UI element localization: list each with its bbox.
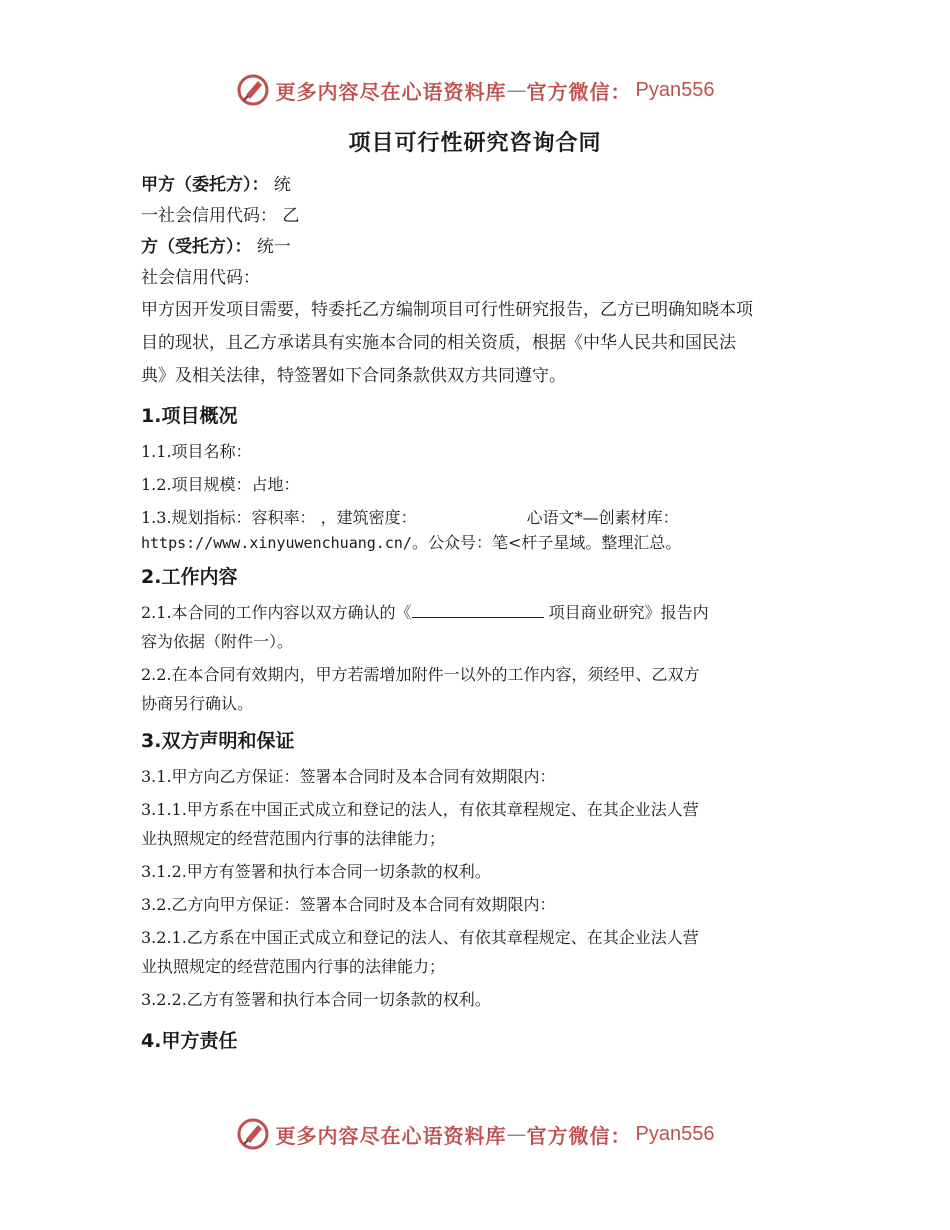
clause-1-3: [141, 503, 821, 532]
document-title: 项目可行性研究咨询合同: [348, 131, 602, 156]
fill-in-blank: [412, 601, 544, 618]
brand-logo-icon: [236, 73, 270, 107]
document-body: [141, 170, 821, 1058]
banner-wechat-label: 官方微信：: [526, 79, 632, 104]
watermark-note: 。公众号：笔<杆子星域。整理汇总。: [411, 533, 682, 552]
party-a-label: 甲方（委托方）：: [141, 175, 269, 195]
clause-2-1: [141, 598, 821, 627]
preamble: [141, 294, 821, 393]
banner-separator: —: [506, 78, 527, 102]
party-a-credit-line: [141, 201, 821, 232]
clause-2-2-line2: 协商另行确认。: [141, 694, 254, 713]
watermark-url: https://www.xinyuwenchuang.cn/: [141, 534, 412, 552]
section-heading-2: 2.工作内容: [141, 566, 238, 588]
party-b-credit-line: 社会信用代码：: [141, 268, 260, 288]
banner-wechat-label: 官方微信：: [526, 1123, 632, 1148]
banner-slogan: 更多内容尽在心语资料库: [275, 1123, 507, 1148]
clause-2-1-text-cont: 项目商业研究》报告内: [543, 603, 709, 622]
clause-1-3-cont: [141, 532, 821, 554]
header-banner: [0, 70, 950, 110]
footer-banner: [0, 1114, 950, 1154]
clause-2-2: 2.2.在本合同有效期内，甲方若需增加附件一以外的工作内容，须经甲、乙双方: [141, 665, 700, 684]
party-b-value: 统一: [256, 237, 291, 257]
preamble-line: 目的现状，且乙方承诺具有实施本合同的相关资质，根据《中华人民共和国民法: [141, 333, 736, 353]
section-heading-3: 3.双方声明和保证: [141, 730, 295, 752]
preamble-line: 典》及相关法律，特签署如下合同条款供双方共同遵守。: [141, 366, 566, 386]
clause-1-1: 1.1.项目名称：: [141, 442, 252, 461]
section-heading-1: 1.项目概况: [141, 405, 238, 427]
party-a-line: [141, 170, 821, 201]
clause-1-2: 1.2.项目规模：占地：: [141, 475, 300, 494]
party-a-value: 统: [273, 175, 291, 195]
party-b-label: 方（受托方）：: [141, 237, 252, 257]
section-heading-4: 4.甲方责任: [141, 1030, 238, 1052]
banner-slogan: 更多内容尽在心语资料库: [275, 79, 507, 104]
clause-3-1-2: 3.1.2.甲方有签署和执行本合同一切条款的权利。: [141, 862, 491, 881]
clause-3-2: 3.2.乙方向甲方保证：签署本合同时及本合同有效期限内：: [141, 895, 556, 914]
watermark-text: 心语文*—创素材库：: [526, 508, 679, 527]
brand-logo-icon: [236, 1117, 270, 1151]
banner-wechat-id: Pyan556: [635, 78, 715, 101]
clause-1-3-text: 1.3.规划指标：容积率： ，建筑密度：: [141, 508, 417, 527]
clause-3-1-1-line2: 业执照规定的经营范围内行事的法律能力；: [141, 829, 446, 848]
clause-3-2-2: 3.2.2.乙方有签署和执行本合同一切条款的权利。: [141, 990, 491, 1009]
banner-separator: —: [506, 1122, 527, 1146]
clause-2-1-line2: 容为依据（附件一）。: [141, 632, 294, 651]
clause-3-1-1: 3.1.1.甲方系在中国正式成立和登记的法人，有依其章程规定、在其企业法人营: [141, 800, 699, 819]
clause-3-1: 3.1.甲方向乙方保证：签署本合同时及本合同有效期限内：: [141, 767, 556, 786]
banner-wechat-id: Pyan556: [635, 1122, 715, 1145]
preamble-line: 甲方因开发项目需要，特委托乙方编制项目可行性研究报告，乙方已明确知晓本项: [141, 300, 753, 320]
clause-2-1-text: 2.1.本合同的工作内容以双方确认的《: [141, 603, 412, 622]
party-a-credit-label: 一社会信用代码：: [141, 206, 277, 226]
clause-3-2-1-line2: 业执照规定的经营范围内行事的法律能力；: [141, 957, 446, 976]
clause-3-2-1: 3.2.1.乙方系在中国正式成立和登记的法人、有依其章程规定、在其企业法人营: [141, 928, 699, 947]
party-b-prefix: 乙: [282, 206, 300, 226]
party-b-line: [141, 232, 821, 263]
